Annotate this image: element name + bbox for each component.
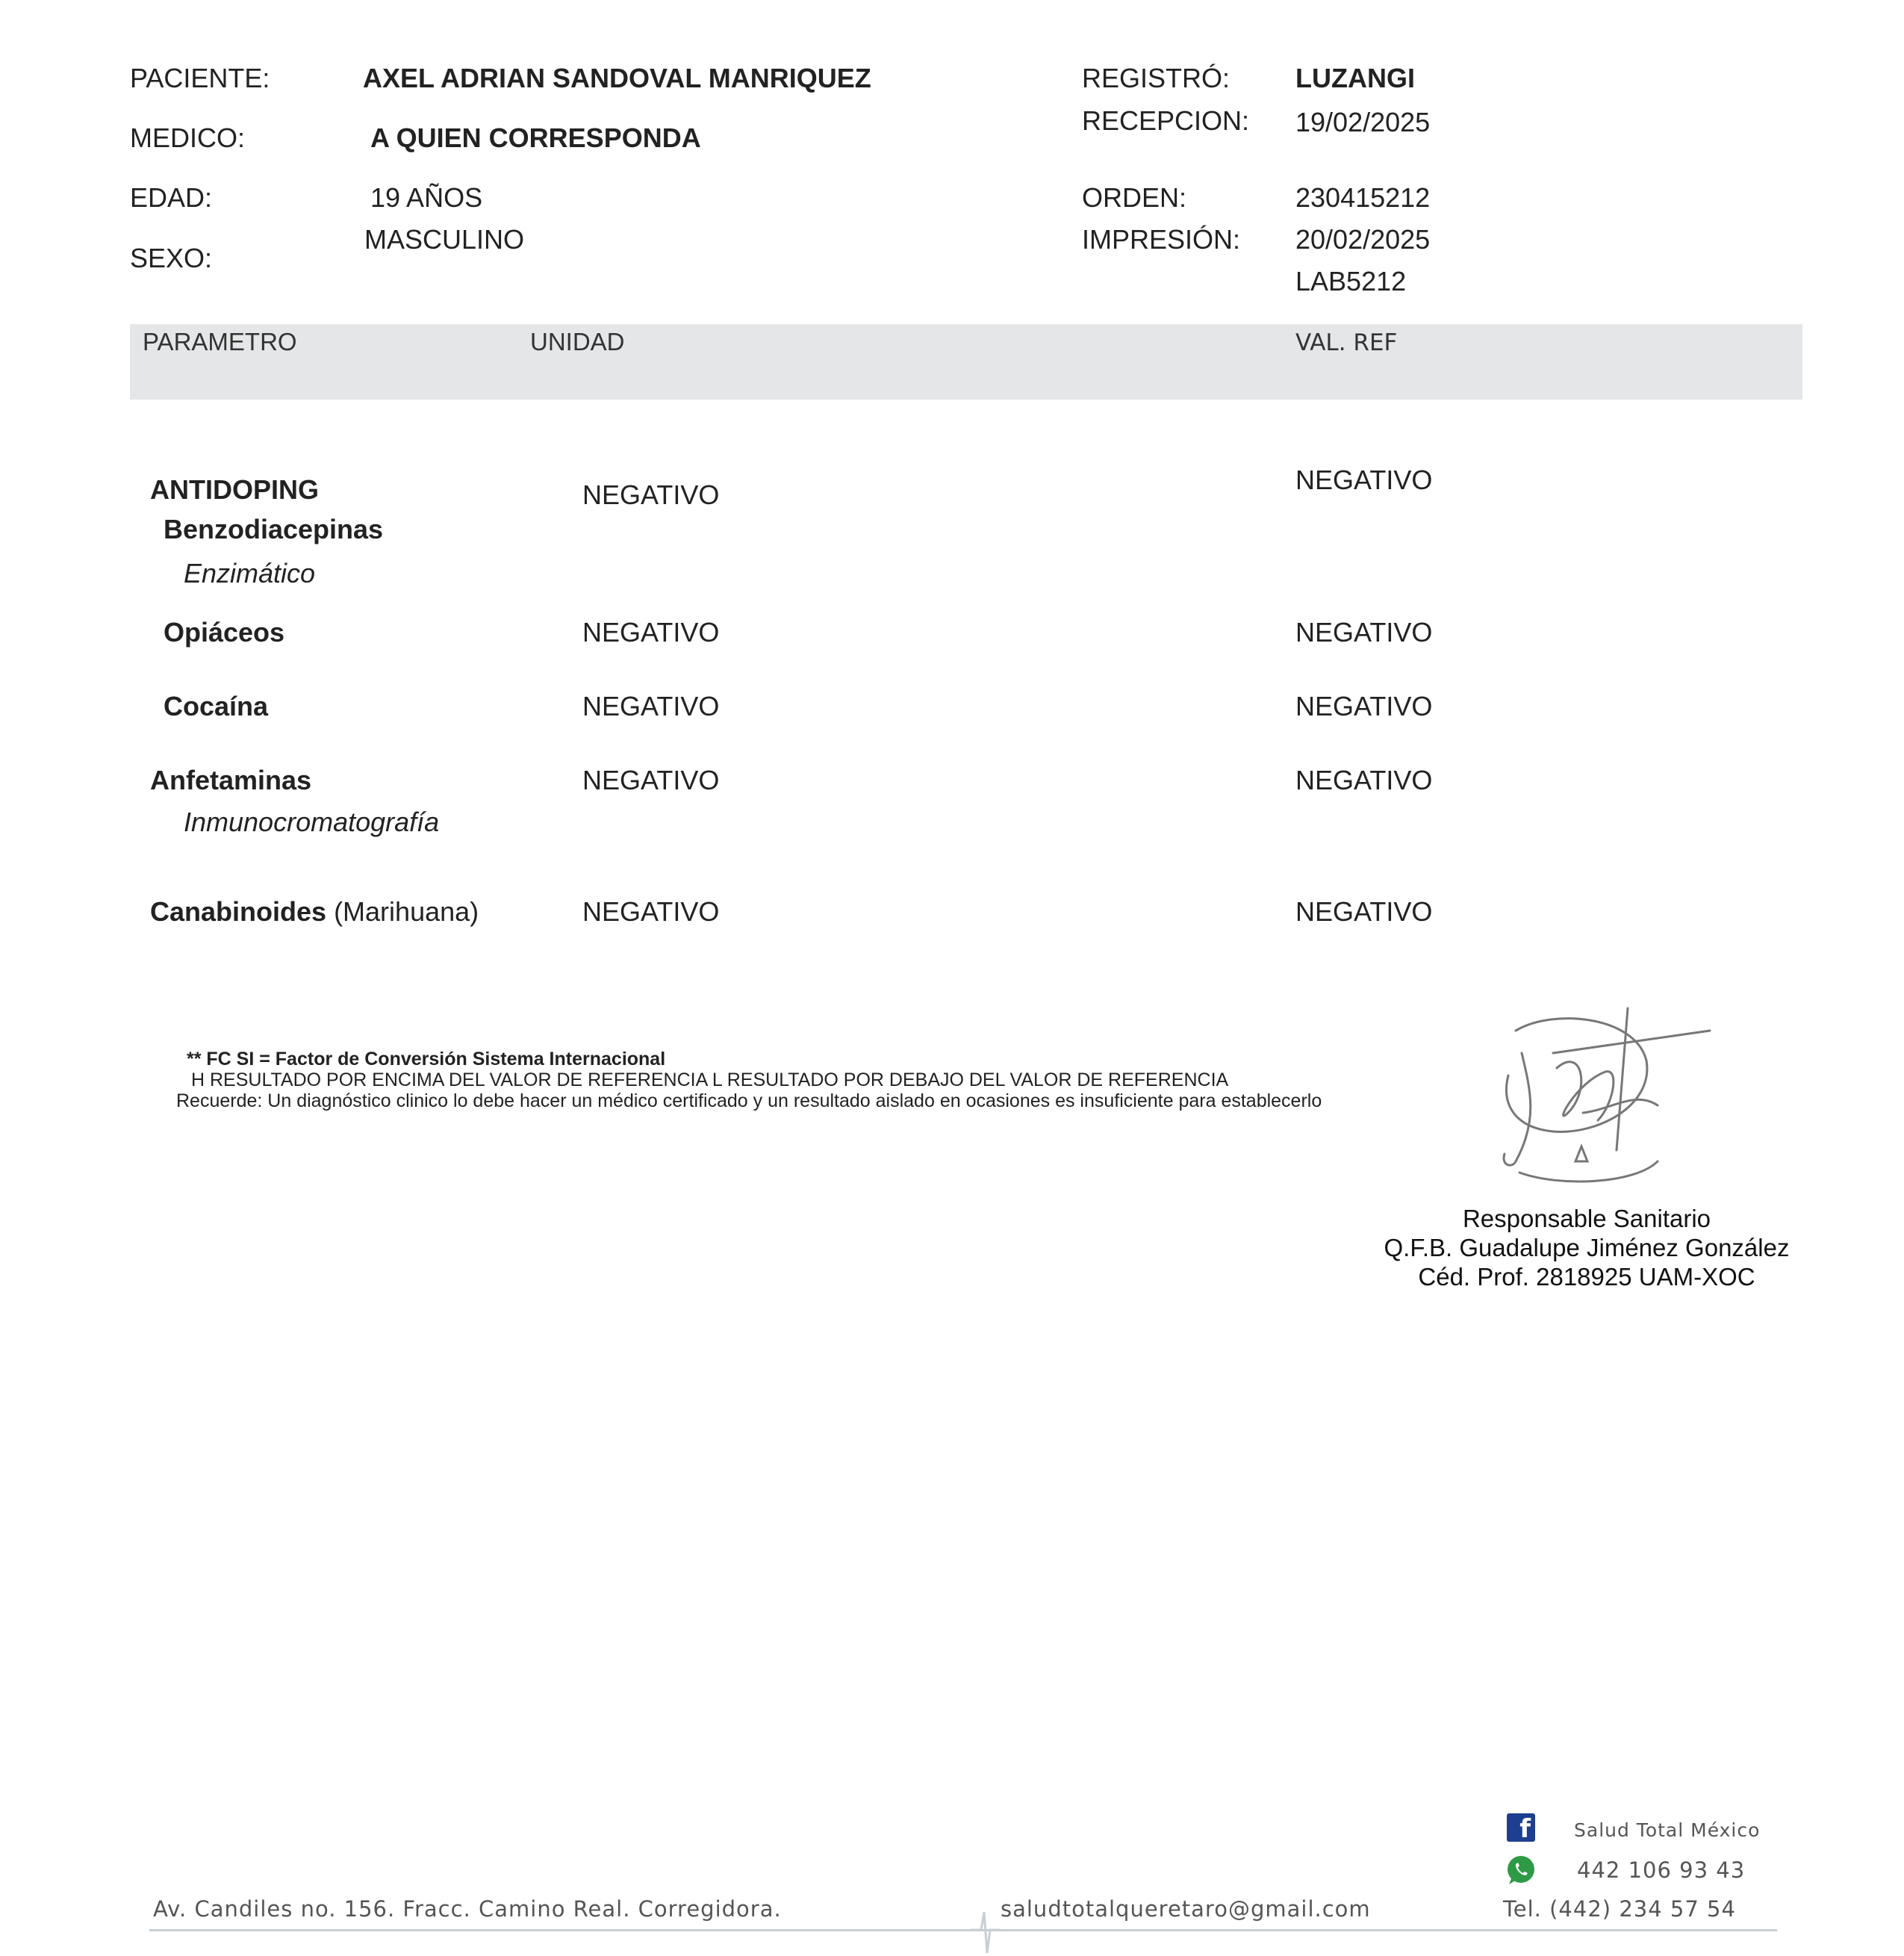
- registered-label: REGISTRÓ:: [1082, 63, 1231, 93]
- registered-value: LUZANGI: [1295, 63, 1415, 93]
- patient-name: AXEL ADRIAN SANDOVAL MANRIQUEZ: [363, 63, 871, 93]
- result-reference-canabinoides: NEGATIVO: [1295, 896, 1433, 927]
- result-reference-anfetaminas: NEGATIVO: [1295, 765, 1433, 795]
- result-reference-benzodiacepinas: NEGATIVO: [1295, 465, 1433, 495]
- footer-email: saludtotalqueretaro@gmail.com: [1001, 1896, 1371, 1922]
- signature-image: [1486, 1001, 1717, 1187]
- note-conversion-factor: ** FC SI = Factor de Conversión Sistema Internacional: [187, 1049, 666, 1069]
- sex-label: SEXO:: [130, 243, 213, 273]
- result-name-canabinoides: [150, 898, 479, 925]
- result-value-canabinoides: NEGATIVO: [582, 896, 720, 927]
- result-reference-cocaina: NEGATIVO: [1295, 691, 1433, 721]
- doctor-name: A QUIEN CORRESPONDA: [370, 122, 701, 153]
- order-label: ORDEN:: [1082, 182, 1187, 213]
- column-parameter: PARAMETRO: [143, 328, 297, 356]
- result-value-opiaceos: NEGATIVO: [582, 617, 720, 648]
- sex-value: MASCULINO: [364, 224, 525, 255]
- facebook-icon: f: [1507, 1813, 1535, 1842]
- result-value-anfetaminas: NEGATIVO: [582, 765, 720, 795]
- result-name-canabinoides-main: Canabinoides: [150, 896, 327, 927]
- order-number: 230415212: [1295, 182, 1431, 213]
- reception-label: RECEPCION:: [1082, 105, 1250, 136]
- signature-role: Responsable Sanitario: [1462, 1205, 1711, 1232]
- whatsapp-icon: [1505, 1854, 1537, 1887]
- facebook-page: Salud Total México: [1574, 1819, 1761, 1841]
- result-reference-opiaceos: NEGATIVO: [1295, 617, 1433, 648]
- print-label: IMPRESIÓN:: [1082, 224, 1241, 255]
- footer-phone: Tel. (442) 234 57 54: [1503, 1896, 1736, 1922]
- whatsapp-number: 442 106 93 43: [1577, 1857, 1746, 1883]
- result-name-opiaceos: Opiáceos: [164, 617, 285, 648]
- result-name-cocaina: Cocaína: [164, 691, 269, 721]
- note-result-flags: H RESULTADO POR ENCIMA DEL VALOR DE REFERENCIA L RESULTADO POR DEBAJO DEL VALOR DE REFERENCIA: [191, 1069, 1229, 1090]
- result-name-anfetaminas: Anfetaminas: [150, 765, 312, 795]
- age-value: 19 AÑOS: [370, 182, 483, 213]
- doctor-label: MEDICO:: [130, 122, 246, 153]
- result-value-benzodiacepinas: NEGATIVO: [582, 479, 720, 510]
- column-header-bar: [130, 324, 1802, 400]
- print-date: 20/02/2025: [1295, 224, 1431, 255]
- footer-address: Av. Candiles no. 156. Fracc. Camino Real. Corregidora.: [153, 1896, 782, 1922]
- age-label: EDAD:: [130, 182, 213, 213]
- section-title: ANTIDOPING: [150, 474, 320, 505]
- column-reference: VAL. REF: [1295, 329, 1398, 356]
- lab-code: LAB5212: [1295, 266, 1407, 296]
- reception-date: 19/02/2025: [1295, 107, 1431, 137]
- column-unit: UNIDAD: [530, 328, 625, 356]
- signature-name: Q.F.B. Guadalupe Jiménez González: [1384, 1234, 1790, 1261]
- signature-license: Céd. Prof. 2818925 UAM-XOC: [1418, 1263, 1755, 1291]
- result-method-enzimatico: Enzimático: [184, 558, 316, 589]
- footer-pulse-mark: [971, 1897, 1001, 1956]
- result-method-inmunocromatografia: Inmunocromatografía: [184, 807, 440, 837]
- result-name-benzodiacepinas: Benzodiacepinas: [164, 514, 384, 544]
- note-diagnosis-disclaimer: Recuerde: Un diagnóstico clinico lo debe hacer un médico certificado y un resultado aislado en ocasiones es insuficiente para establecerlo: [176, 1090, 1322, 1111]
- result-name-canabinoides-suffix: (Marihuana): [334, 896, 479, 927]
- patient-label: PACIENTE:: [130, 63, 270, 93]
- footer-divider: [149, 1929, 1777, 1931]
- result-value-cocaina: NEGATIVO: [582, 691, 720, 721]
